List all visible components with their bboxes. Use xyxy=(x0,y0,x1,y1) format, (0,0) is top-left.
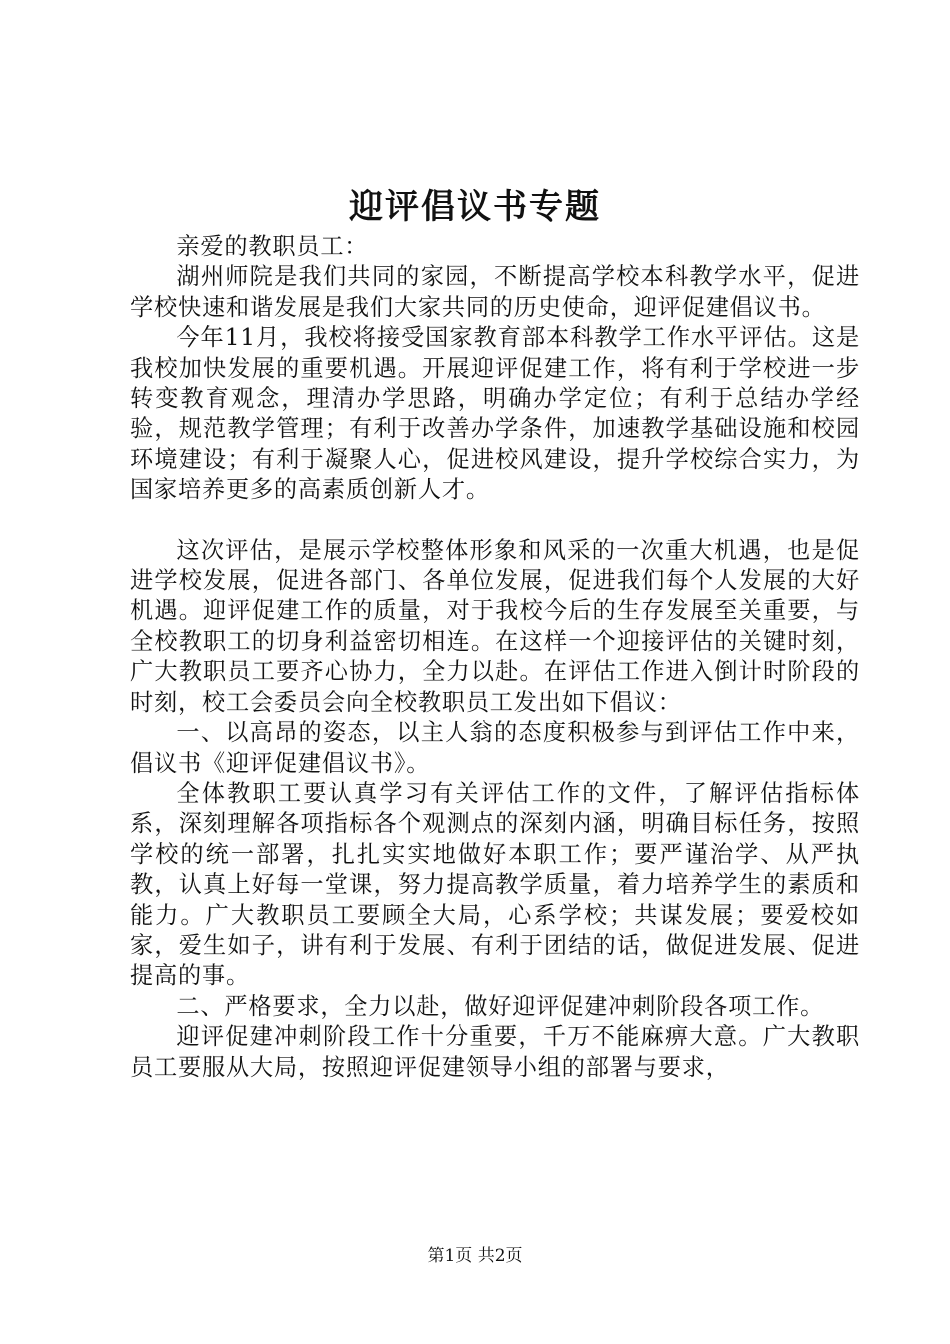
salutation: 亲爱的教职员工： xyxy=(176,233,369,260)
paragraph-proposal-one: 一、以高昂的姿态，以主人翁的态度积极参与到评估工作中来，倡议书《迎评促建倡议书》。 xyxy=(130,719,860,777)
paragraph-evaluation-notice: 今年11月，我校将接受国家教育部本科教学工作水平评估。这是我校加快发展的重要机遇。开展迎评促建工作，将有利于学校进一步转变教育观念，理清办学思路，明确办学定位；有利于总结办学经验，规范教学管理；有利于改善办学条件，加速教学基础设施和校园环境建设；有利于凝聚人心，促进校风建设，提升学校综合实力，为国家培养更多的高素质创新人才。 xyxy=(130,324,860,504)
document-body xyxy=(130,232,860,1083)
paragraph-intro: 湖州师院是我们共同的家园，不断提高学校本科教学水平，促进学校快速和谐发展是我们大家共同的历史使命，迎评促建倡议书。 xyxy=(130,263,860,321)
paragraph-proposal-two: 二、严格要求，全力以赴，做好迎评促建冲刺阶段各项工作。 xyxy=(176,992,825,1020)
paragraph-opportunity: 这次评估，是展示学校整体形象和风采的一次重大机遇，也是促进学校发展，促进各部门、各单位发展，促进我们每个人发展的大好机遇。迎评促建工作的质量，对于我校今后的生存发展至关重要，与全校教职工的切身利益密切相连。在这样一个迎接评估的关键时刻，广大教职员工要齐心协力，全力以赴。在评估工作进入倒计时阶段的时刻，校工会委员会向全校教职员工发出如下倡议： xyxy=(130,536,860,716)
paragraph-proposal-one-detail: 全体教职工要认真学习有关评估工作的文件，了解评估指标体系，深刻理解各项指标各个观测点的深刻内涵，明确目标任务，按照学校的统一部署，扎扎实实地做好本职工作；要严谨治学、从严执教，认真上好每一堂课，努力提高教学质量，着力培养学生的素质和能力。广大教职员工要顾全大局，心系学校；共谋发展；要爱校如家，爱生如子，讲有利于发展、有利于团结的话，做促进发展、促进提高的事。 xyxy=(130,779,860,990)
paragraph-proposal-two-detail: 迎评促建冲刺阶段工作十分重要，千万不能麻痹大意。广大教职员工要服从大局，按照迎评促建领导小组的部署与要求， xyxy=(130,1023,860,1081)
document-title: 迎评倡议书专题 xyxy=(349,187,601,227)
page-number-footer: 第1页 共2页 xyxy=(427,1246,523,1266)
